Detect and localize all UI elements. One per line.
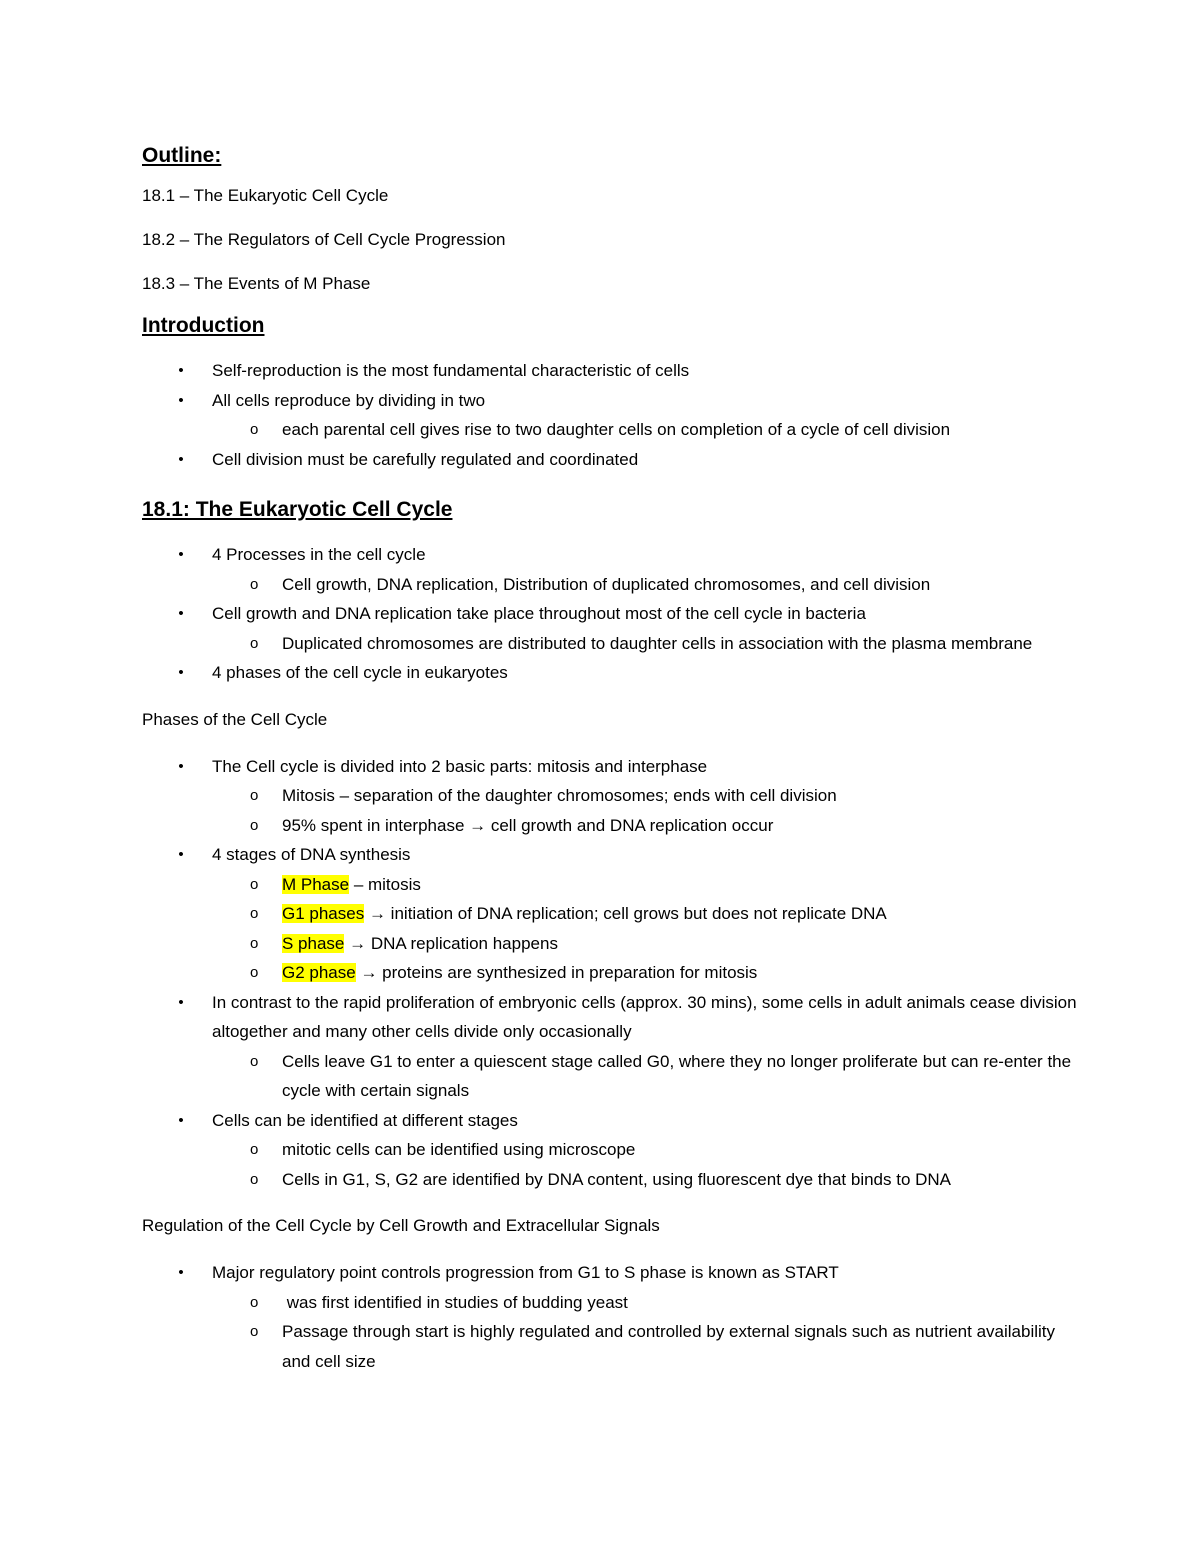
sub-list-item [212,1165,1082,1195]
highlighted-term: G2 phase [282,963,356,982]
sub-list-item [212,811,1082,841]
sub-bullet-icon: o [250,421,259,438]
sub-list-item-text: mitotic cells can be identified using microscope [282,1140,636,1159]
sub-list [212,870,1082,988]
sub-list [212,781,1082,840]
list-item-text: 4 stages of DNA synthesis [212,845,411,864]
bullet-icon: • [178,391,184,409]
sub-bullet-icon: o [250,934,259,952]
list-item-text: 4 phases of the cell cycle in eukaryotes [212,663,508,682]
sub-list-item [212,1317,1082,1376]
sub-list-item [212,415,1082,445]
sub-list-item-text: Cell growth, DNA replication, Distribution of duplicated chromosomes, and cell division [282,574,931,594]
sub-list [212,415,1082,445]
highlighted-term: S phase [282,933,345,953]
list-item-text: Self-reproduction is the most fundamental characteristic of cells [212,361,690,380]
bullet-icon: • [178,757,184,775]
sub-list-item [212,570,1082,600]
sub-list-item [212,1135,1082,1165]
sub-list-item [212,899,1082,929]
sub-bullet-icon: o [250,1323,259,1340]
sub-list-item-text: Duplicated chromosomes are distributed to daughter cells in association with the plasma membrane [282,633,1033,653]
sub-list-item-text: Cells leave G1 to enter a quiescent stage called G0, where they no longer proliferate but can re-enter the cycle with certain signals [282,1051,1072,1100]
sub-list-item-text: Cells in G1, S, G2 are identified by DNA content, using fluorescent dye that binds to DNA [282,1169,952,1189]
sub-list [212,1288,1082,1377]
bullet-icon: • [178,1111,184,1129]
list-item [142,1258,1082,1376]
list-item [142,752,1082,841]
outline-item: 18.3 – The Events of M Phase [142,274,371,293]
sub-bullet-icon: o [250,787,259,804]
sub-list [212,1047,1082,1106]
sub-bullet-icon: o [250,875,259,893]
bullet-icon: • [178,450,184,468]
sub-list-item [212,929,1082,959]
list-item-text: 4 Processes in the cell cycle [212,545,426,564]
list-item [142,988,1082,1106]
sub-bullet-icon: o [250,1170,259,1188]
highlighted-term: M Phase [282,874,350,894]
regulation-subheading: Regulation of the Cell Cycle by Cell Growth and Extracellular Signals [142,1216,660,1235]
sub-bullet-icon: o [250,816,259,834]
list-item [142,356,1082,386]
sub-bullet-icon: o [250,1293,259,1311]
section-18-1-heading: 18.1: The Eukaryotic Cell Cycle [142,498,453,521]
list-item [142,445,1082,475]
sub-list [212,1135,1082,1194]
list-item-text: Cells can be identified at different stages [212,1110,518,1130]
sub-list [212,629,1082,659]
bullet-icon: • [178,846,184,863]
sub-list-item-text: – mitosis [349,874,421,894]
sub-bullet-icon: o [250,634,259,652]
sub-list-item [212,870,1082,900]
sub-list-item-text: Mitosis – separation of the daughter chromosomes; ends with cell division [282,786,837,805]
list-item [142,840,1082,988]
bullet-icon: • [178,993,184,1011]
sub-list [212,570,1082,600]
list-item-text: Major regulatory point controls progression from G1 to S phase is known as START [212,1263,839,1282]
sub-list-item [212,1047,1082,1106]
introduction-list [142,356,1082,474]
list-item [142,1106,1082,1195]
list-item [142,540,1082,599]
highlighted-term: G1 phases [282,904,365,923]
sub-bullet-icon: o [250,1141,259,1158]
bullet-icon: • [178,664,184,681]
list-item [142,386,1082,445]
list-item-text: All cells reproduce by dividing in two [212,390,486,410]
list-item-text: Cell growth and DNA replication take place throughout most of the cell cycle in bacteria [212,604,866,623]
sub-list-item [212,1288,1082,1318]
section-18-1-list [142,540,1082,688]
list-item-text: In contrast to the rapid proliferation of embryonic cells (approx. 30 mins), some cells in adult animals cease division altogether and many other cells divide only occasionally [212,992,1077,1041]
sub-list-item-text: 95% spent in interphase → cell growth and DNA replication occur [282,815,774,835]
list-item [142,658,1082,688]
sub-list-item-text: → initiation of DNA replication; cell grows but does not replicate DNA [364,904,887,923]
bullet-icon: • [178,362,184,379]
sub-list-item-text: → proteins are synthesized in preparation for mitosis [355,963,758,982]
list-item [142,599,1082,658]
sub-bullet-icon: o [250,905,259,922]
introduction-heading: Introduction [142,314,265,337]
sub-list-item [212,958,1082,988]
sub-bullet-icon: o [250,575,259,593]
sub-bullet-icon: o [250,964,259,981]
phases-list [142,752,1082,1195]
sub-bullet-icon: o [250,1052,259,1070]
phases-subheading: Phases of the Cell Cycle [142,709,328,729]
list-item-text: Cell division must be carefully regulated and coordinated [212,449,639,469]
document-body [142,138,1082,1396]
outline-heading: Outline: [142,144,222,167]
bullet-icon: • [178,605,184,622]
sub-list-item-text: was first identified in studies of budding yeast [282,1292,628,1312]
bullet-icon: • [178,1264,184,1281]
list-item-text: The Cell cycle is divided into 2 basic parts: mitosis and interphase [212,756,708,776]
outline-item: 18.2 – The Regulators of Cell Cycle Progression [142,230,506,249]
sub-list-item [212,629,1082,659]
sub-list-item [212,781,1082,811]
sub-list-item-text: each parental cell gives rise to two daughter cells on completion of a cycle of cell division [282,420,951,439]
sub-list-item-text: → DNA replication happens [344,933,558,953]
regulation-list [142,1258,1082,1376]
outline-item: 18.1 – The Eukaryotic Cell Cycle [142,186,389,205]
sub-list-item-text: Passage through start is highly regulated and controlled by external signals such as nutrient availability and cell size [282,1322,1056,1371]
bullet-icon: • [178,546,184,563]
